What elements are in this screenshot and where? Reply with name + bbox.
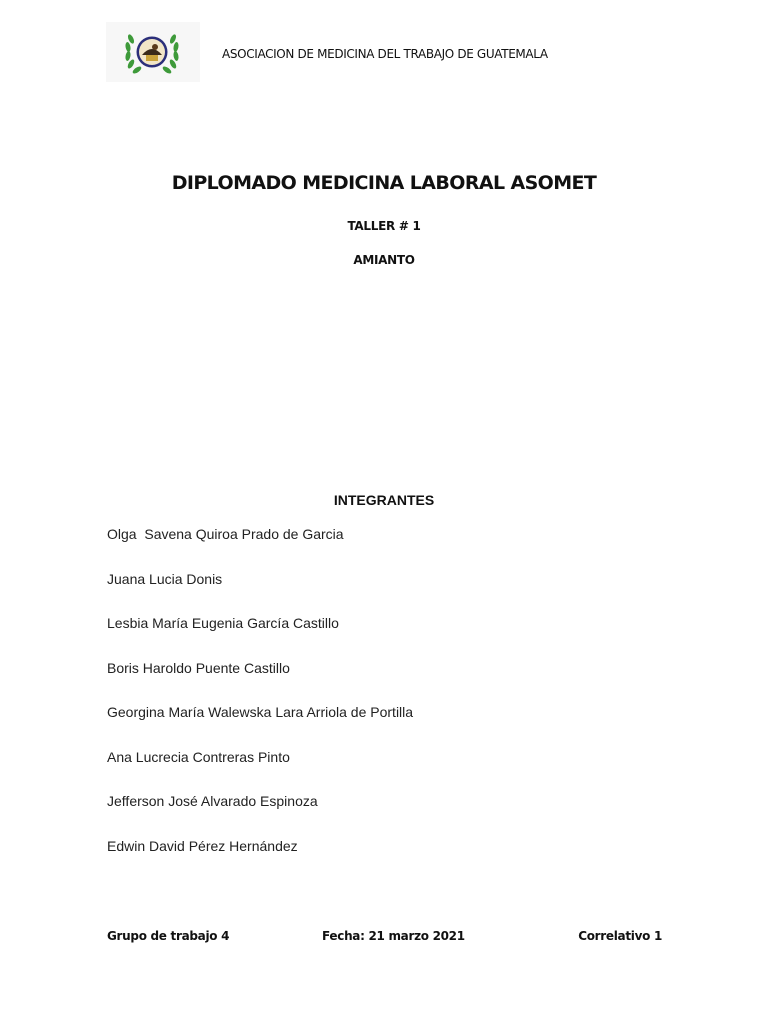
- members-heading: INTEGRANTES: [333, 492, 435, 508]
- member-name: Lesbia María Eugenia García Castillo: [107, 615, 339, 631]
- workshop-number: TALLER # 1: [347, 219, 421, 233]
- asomet-emblem-logo: [122, 25, 182, 79]
- organization-logo: [106, 22, 200, 82]
- member-name: Edwin David Pérez Hernández: [107, 837, 298, 854]
- organization-name: ASOCIACION DE MEDICINA DEL TRABAJO DE GUATEMALA: [222, 47, 548, 61]
- correlative-number: Correlativo 1: [578, 929, 662, 943]
- member-name: Boris Haroldo Puente Castillo: [107, 659, 290, 676]
- work-group: Grupo de trabajo 4: [107, 929, 230, 943]
- member-name: Juana Lucia Donis: [107, 570, 223, 587]
- document-date: Fecha: 21 marzo 2021: [322, 929, 465, 943]
- member-name: Georgina María Walewska Lara Arriola de Portilla: [107, 704, 414, 720]
- page-header: [106, 22, 666, 82]
- page-footer: [107, 929, 667, 949]
- workshop-topic: AMIANTO: [353, 253, 415, 267]
- members-list: [107, 526, 413, 882]
- member-name: Jefferson José Alvarado Espinoza: [107, 793, 318, 809]
- document-title: DIPLOMADO MEDICINA LABORAL ASOMET: [171, 172, 597, 194]
- member-name: Olga Savena Quiroa Prado de Garcia: [107, 526, 344, 542]
- member-name: Ana Lucrecia Contreras Pinto: [107, 748, 290, 765]
